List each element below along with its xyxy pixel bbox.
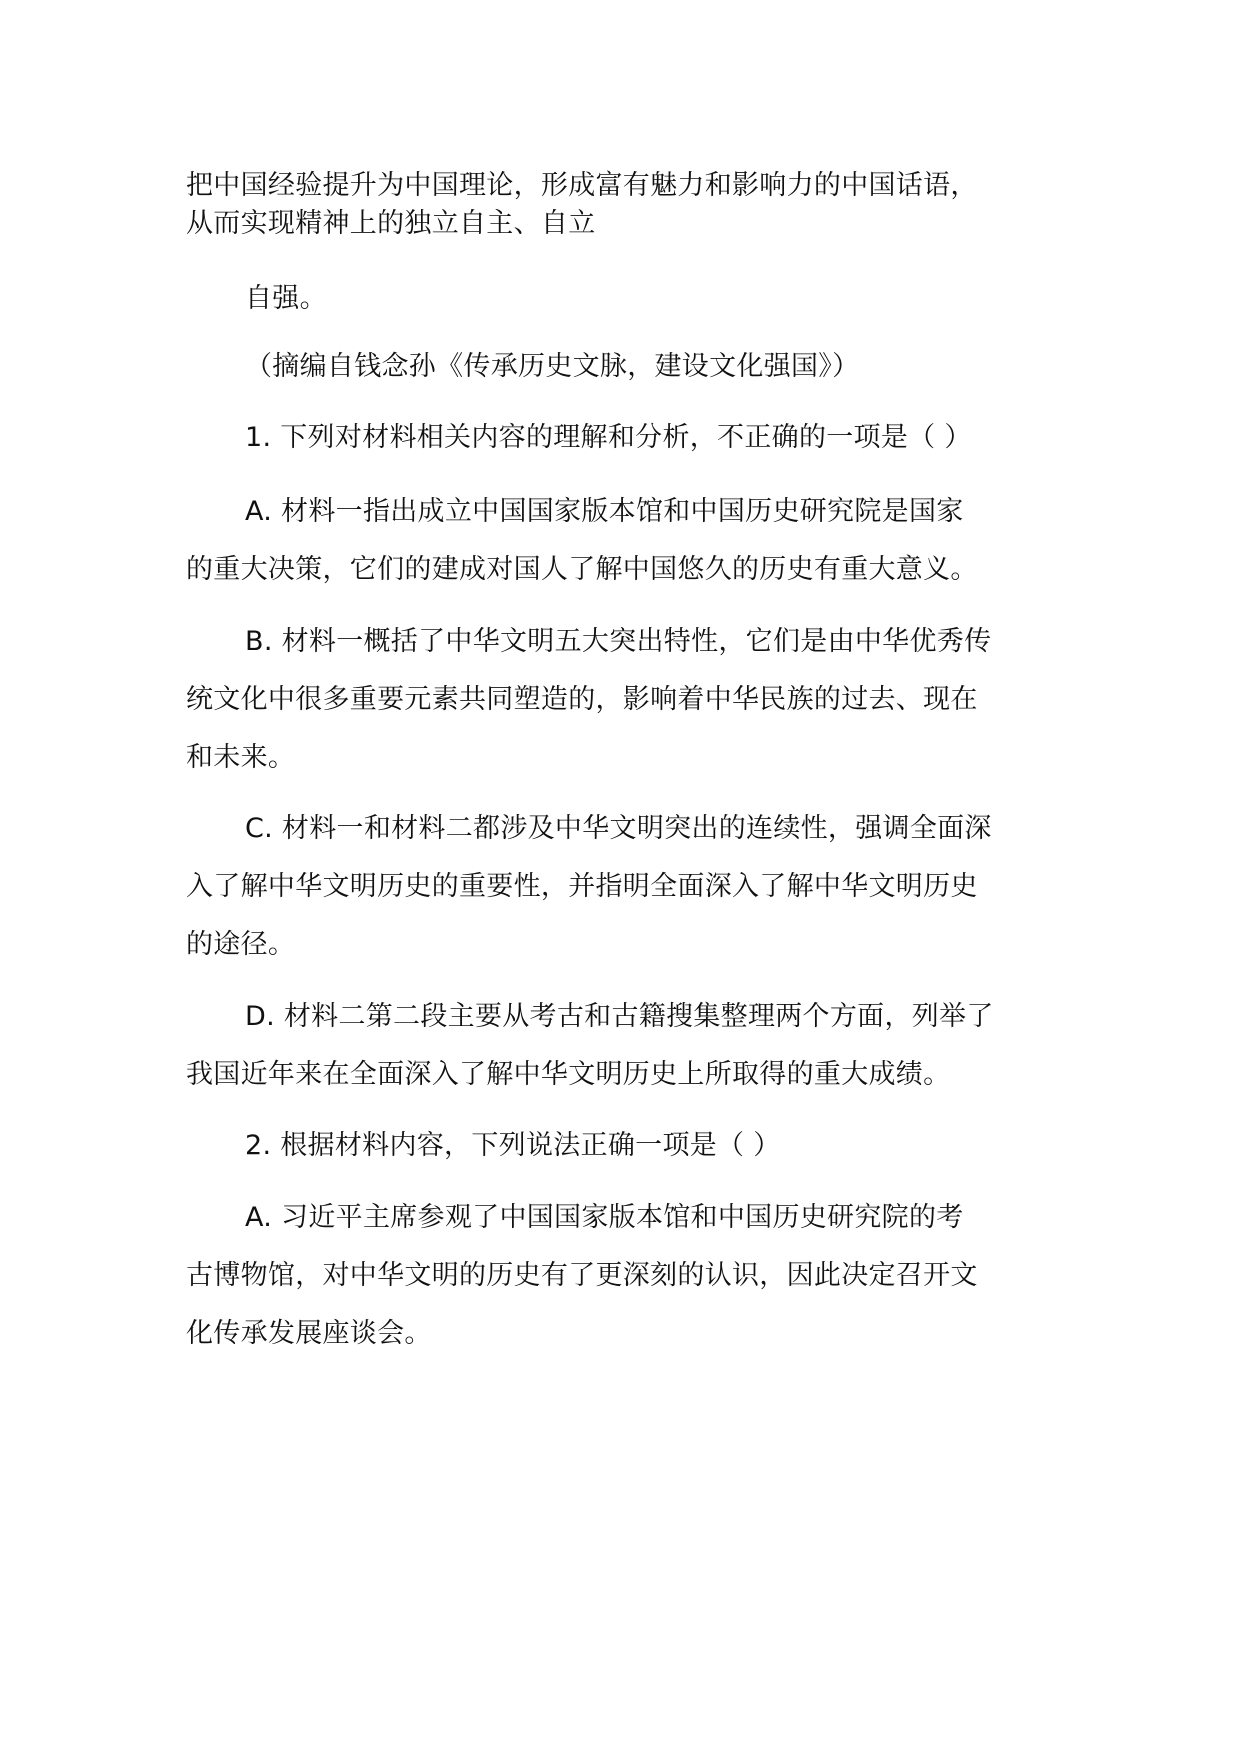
text-line: 把中国经验提升为中国理论，形成富有魅力和影响力的中国话语， <box>186 170 978 201</box>
text-line: 和未来。 <box>186 742 296 773</box>
text-line: 自强。 <box>245 283 327 314</box>
text-line: 从而实现精神上的独立自主、自立 <box>186 208 596 239</box>
text-line: 入了解中华文明历史的重要性，并指明全面深入了解中华文明历史 <box>186 871 978 902</box>
source-citation: （摘编自钱念孙《传承历史文脉，建设文化强国》） <box>245 351 860 382</box>
option-1a: A. 材料一指出成立中国国家版本馆和中国历史研究院是国家 <box>245 496 964 527</box>
text-line: 我国近年来在全面深入了解中华文明历史上所取得的重大成绩。 <box>186 1059 951 1090</box>
text-line: 古博物馆，对中华文明的历史有了更深刻的认识，因此决定召开文 <box>186 1260 978 1291</box>
option-1d: D. 材料二第二段主要从考古和古籍搜集整理两个方面，列举了 <box>245 1001 994 1032</box>
question-1: 1. 下列对材料相关内容的理解和分析，不正确的一项是（ ） <box>245 422 972 453</box>
option-1b: B. 材料一概括了中华文明五大突出特性，它们是由中华优秀传 <box>245 626 992 657</box>
text-line: 的重大决策，它们的建成对国人了解中国悠久的历史有重大意义。 <box>186 554 978 585</box>
option-1c: C. 材料一和材料二都涉及中华文明突出的连续性，强调全面深 <box>245 813 992 844</box>
text-line: 的途径。 <box>186 929 296 960</box>
question-2: 2. 根据材料内容，下列说法正确一项是（ ） <box>245 1130 781 1161</box>
option-2a: A. 习近平主席参观了中国国家版本馆和中国历史研究院的考 <box>245 1202 964 1233</box>
text-line: 统文化中很多重要元素共同塑造的，影响着中华民族的过去、现在 <box>186 684 978 715</box>
text-line: 化传承发展座谈会。 <box>186 1318 432 1349</box>
